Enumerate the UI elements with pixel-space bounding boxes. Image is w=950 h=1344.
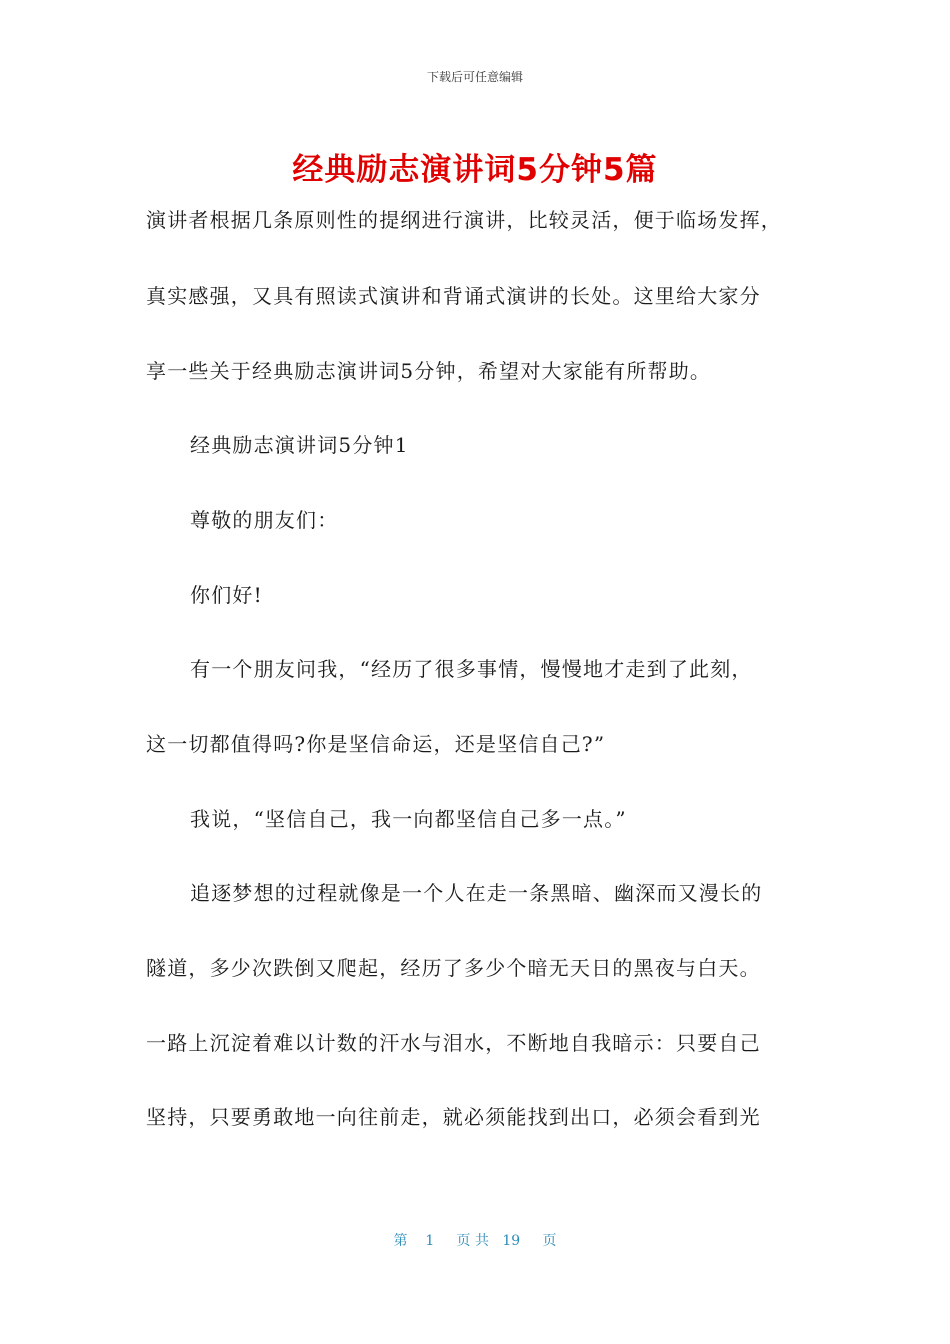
body-line-10: 追逐梦想的过程就像是一个人在走一条黑暗、幽深而又漫长的 <box>190 881 763 905</box>
body-line-7: 有一个朋友问我，“经历了很多事情，慢慢地才走到了此刻， <box>190 657 753 681</box>
body-line-2: 真实感强，又具有照读式演讲和背诵式演讲的长处。这里给大家分 <box>146 284 761 308</box>
footer-total-pages: 19 <box>502 1233 521 1249</box>
footer-suffix: 页 <box>542 1233 557 1249</box>
body-line-9: 我说，“坚信自己，我一向都坚信自己多一点。” <box>190 807 627 831</box>
body-line-3: 享一些关于经典励志演讲词5分钟，希望对大家能有所帮助。 <box>146 359 712 383</box>
body-line-11: 隧道，多少次跌倒又爬起，经历了多少个暗无天日的黑夜与白天。 <box>146 956 761 980</box>
body-line-8: 这一切都值得吗?你是坚信命运，还是坚信自己?” <box>146 732 606 756</box>
footer-current-page: 1 <box>425 1233 435 1249</box>
page-footer <box>0 1230 950 1250</box>
body-line-1: 演讲者根据几条原则性的提纲进行演讲，比较灵活，便于临场发挥， <box>146 208 782 232</box>
header-note: 下载后可任意编辑 <box>426 70 523 84</box>
section-heading-1: 经典励志演讲词5分钟1 <box>190 433 409 457</box>
document-title: 经典励志演讲词5分钟5篇 <box>292 152 658 188</box>
body-line-12: 一路上沉淀着难以计数的汗水与泪水，不断地自我暗示：只要自己 <box>146 1031 761 1055</box>
salutation: 尊敬的朋友们： <box>190 508 339 532</box>
body-line-13: 坚持，只要勇敢地一向往前走，就必须能找到出口，必须会看到光 <box>146 1105 761 1129</box>
greeting: 你们好! <box>190 583 263 607</box>
footer-prefix: 第 <box>393 1233 408 1249</box>
footer-mid: 页 共 <box>456 1233 489 1249</box>
